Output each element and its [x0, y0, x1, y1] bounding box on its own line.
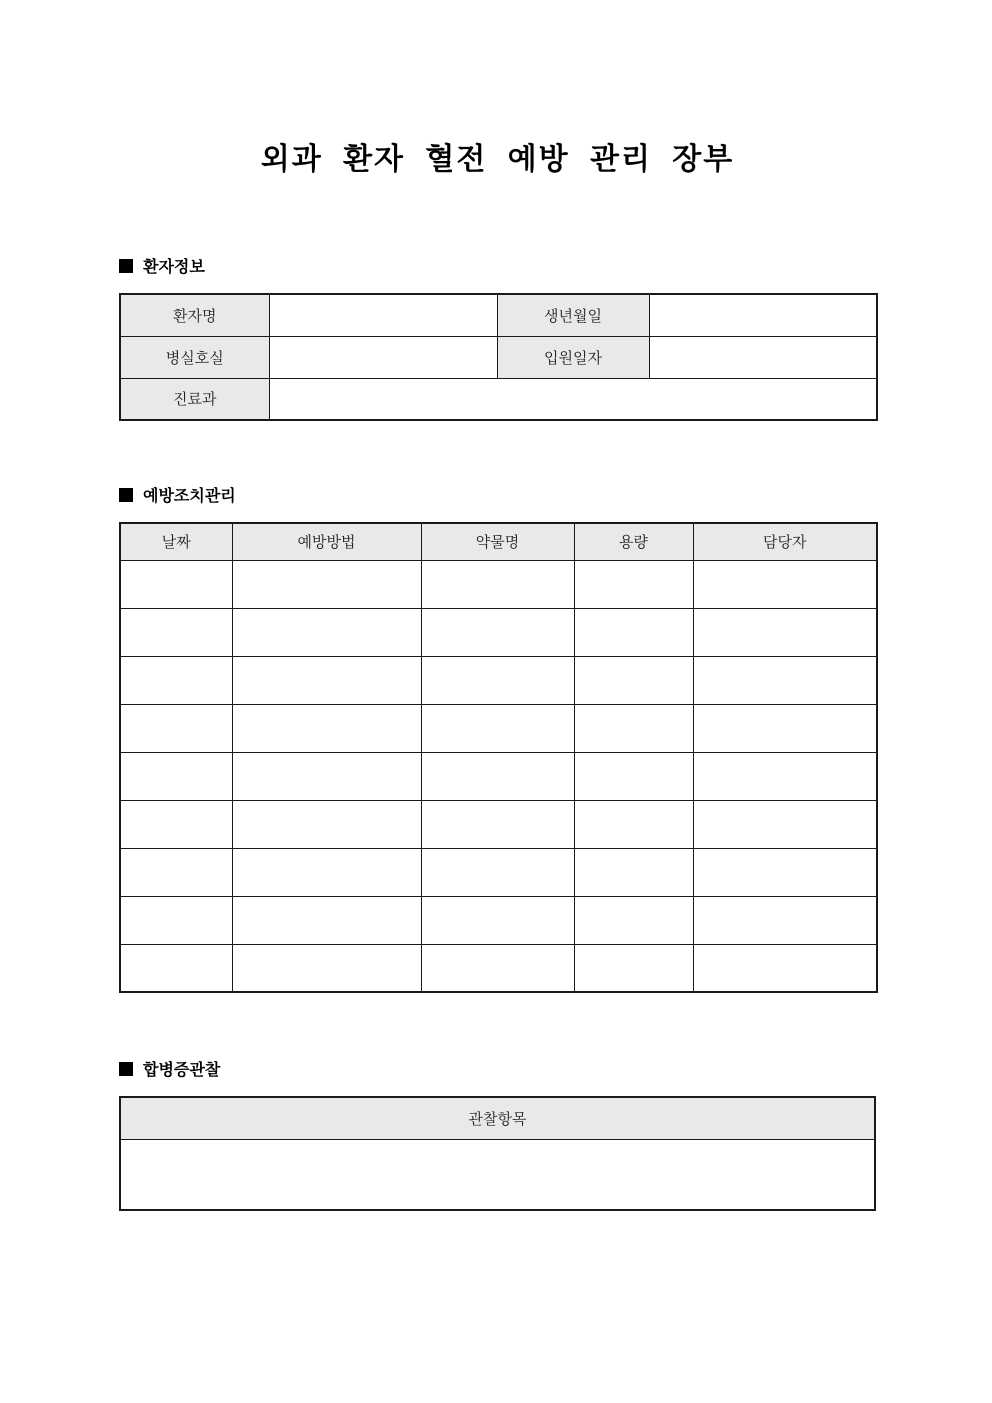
- prevention-empty-cell: [693, 656, 877, 704]
- page-title: 외과 환자 혈전 예방 관리 장부: [260, 143, 735, 176]
- prevention-empty-cell: [232, 560, 421, 608]
- prevention-row: [120, 608, 877, 656]
- patient-info-table: [119, 293, 878, 421]
- admission-date-value: [649, 336, 877, 378]
- prevention-empty-cell: [421, 656, 574, 704]
- prevention-empty-cell: [693, 800, 877, 848]
- prevention-row: [120, 848, 877, 896]
- prevention-row: [120, 704, 877, 752]
- prevention-empty-cell: [693, 848, 877, 896]
- section-header-complication: [119, 1057, 876, 1080]
- prevention-empty-cell: [232, 704, 421, 752]
- prevention-empty-cell: [421, 560, 574, 608]
- patient-info-row: [120, 294, 877, 336]
- prevention-empty-cell: [421, 752, 574, 800]
- department-label: 진료과: [120, 378, 269, 420]
- prevention-empty-cell: [693, 704, 877, 752]
- admission-date-label: 입원일자: [497, 336, 649, 378]
- department-value: [269, 378, 877, 420]
- square-bullet-icon: [119, 1062, 133, 1076]
- room-number-value: [269, 336, 497, 378]
- prevention-empty-cell: [120, 560, 232, 608]
- prevention-empty-cell: [232, 608, 421, 656]
- column-header-staff: 담당자: [693, 523, 877, 560]
- birth-date-value: [649, 294, 877, 336]
- column-header-dose: 용량: [574, 523, 693, 560]
- prevention-empty-cell: [232, 848, 421, 896]
- prevention-table-body: [120, 560, 877, 992]
- column-header-drug: 약물명: [421, 523, 574, 560]
- patient-info-row: [120, 378, 877, 420]
- prevention-empty-cell: [574, 944, 693, 992]
- section-header-patient-info: [119, 254, 876, 277]
- prevention-empty-cell: [421, 800, 574, 848]
- prevention-empty-cell: [232, 800, 421, 848]
- prevention-empty-cell: [120, 656, 232, 704]
- room-number-label: 병실호실: [120, 336, 269, 378]
- prevention-empty-cell: [574, 560, 693, 608]
- prevention-empty-cell: [120, 704, 232, 752]
- prevention-row: [120, 944, 877, 992]
- prevention-empty-cell: [120, 752, 232, 800]
- column-header-date: 날짜: [120, 523, 232, 560]
- prevention-empty-cell: [120, 944, 232, 992]
- prevention-empty-cell: [421, 944, 574, 992]
- prevention-empty-cell: [421, 848, 574, 896]
- patient-name-label: 환자명: [120, 294, 269, 336]
- prevention-empty-cell: [232, 752, 421, 800]
- prevention-empty-cell: [232, 896, 421, 944]
- complication-header-row: [120, 1097, 875, 1139]
- prevention-empty-cell: [693, 608, 877, 656]
- prevention-empty-cell: [693, 896, 877, 944]
- patient-name-value: [269, 294, 497, 336]
- square-bullet-icon: [119, 259, 133, 273]
- prevention-row: [120, 752, 877, 800]
- prevention-empty-cell: [693, 560, 877, 608]
- prevention-empty-cell: [120, 800, 232, 848]
- section-header-prevention: [119, 483, 876, 506]
- section-title-patient-info: 환자정보: [143, 259, 205, 276]
- prevention-empty-cell: [693, 944, 877, 992]
- prevention-empty-cell: [421, 704, 574, 752]
- prevention-empty-cell: [120, 608, 232, 656]
- prevention-empty-cell: [574, 704, 693, 752]
- prevention-row: [120, 560, 877, 608]
- section-title-prevention: 예방조치관리: [143, 488, 236, 505]
- complication-row: [120, 1139, 875, 1210]
- prevention-empty-cell: [574, 608, 693, 656]
- complication-table: [119, 1096, 876, 1211]
- prevention-empty-cell: [574, 896, 693, 944]
- column-header-observation-items: 관찰항목: [120, 1097, 875, 1139]
- document-content: [119, 0, 876, 1211]
- patient-info-row: [120, 336, 877, 378]
- section-title-complication: 합병증관찰: [143, 1062, 221, 1079]
- prevention-empty-cell: [120, 848, 232, 896]
- column-header-method: 예방방법: [232, 523, 421, 560]
- prevention-empty-cell: [693, 752, 877, 800]
- prevention-row: [120, 896, 877, 944]
- prevention-empty-cell: [574, 848, 693, 896]
- prevention-empty-cell: [574, 656, 693, 704]
- observation-items-value: [120, 1139, 875, 1210]
- square-bullet-icon: [119, 488, 133, 502]
- prevention-row: [120, 656, 877, 704]
- birth-date-label: 생년월일: [497, 294, 649, 336]
- prevention-header-row: [120, 523, 877, 560]
- prevention-row: [120, 800, 877, 848]
- prevention-empty-cell: [120, 896, 232, 944]
- prevention-empty-cell: [232, 944, 421, 992]
- prevention-empty-cell: [421, 608, 574, 656]
- prevention-table: [119, 522, 878, 993]
- prevention-empty-cell: [574, 752, 693, 800]
- prevention-empty-cell: [421, 896, 574, 944]
- prevention-empty-cell: [232, 656, 421, 704]
- prevention-empty-cell: [574, 800, 693, 848]
